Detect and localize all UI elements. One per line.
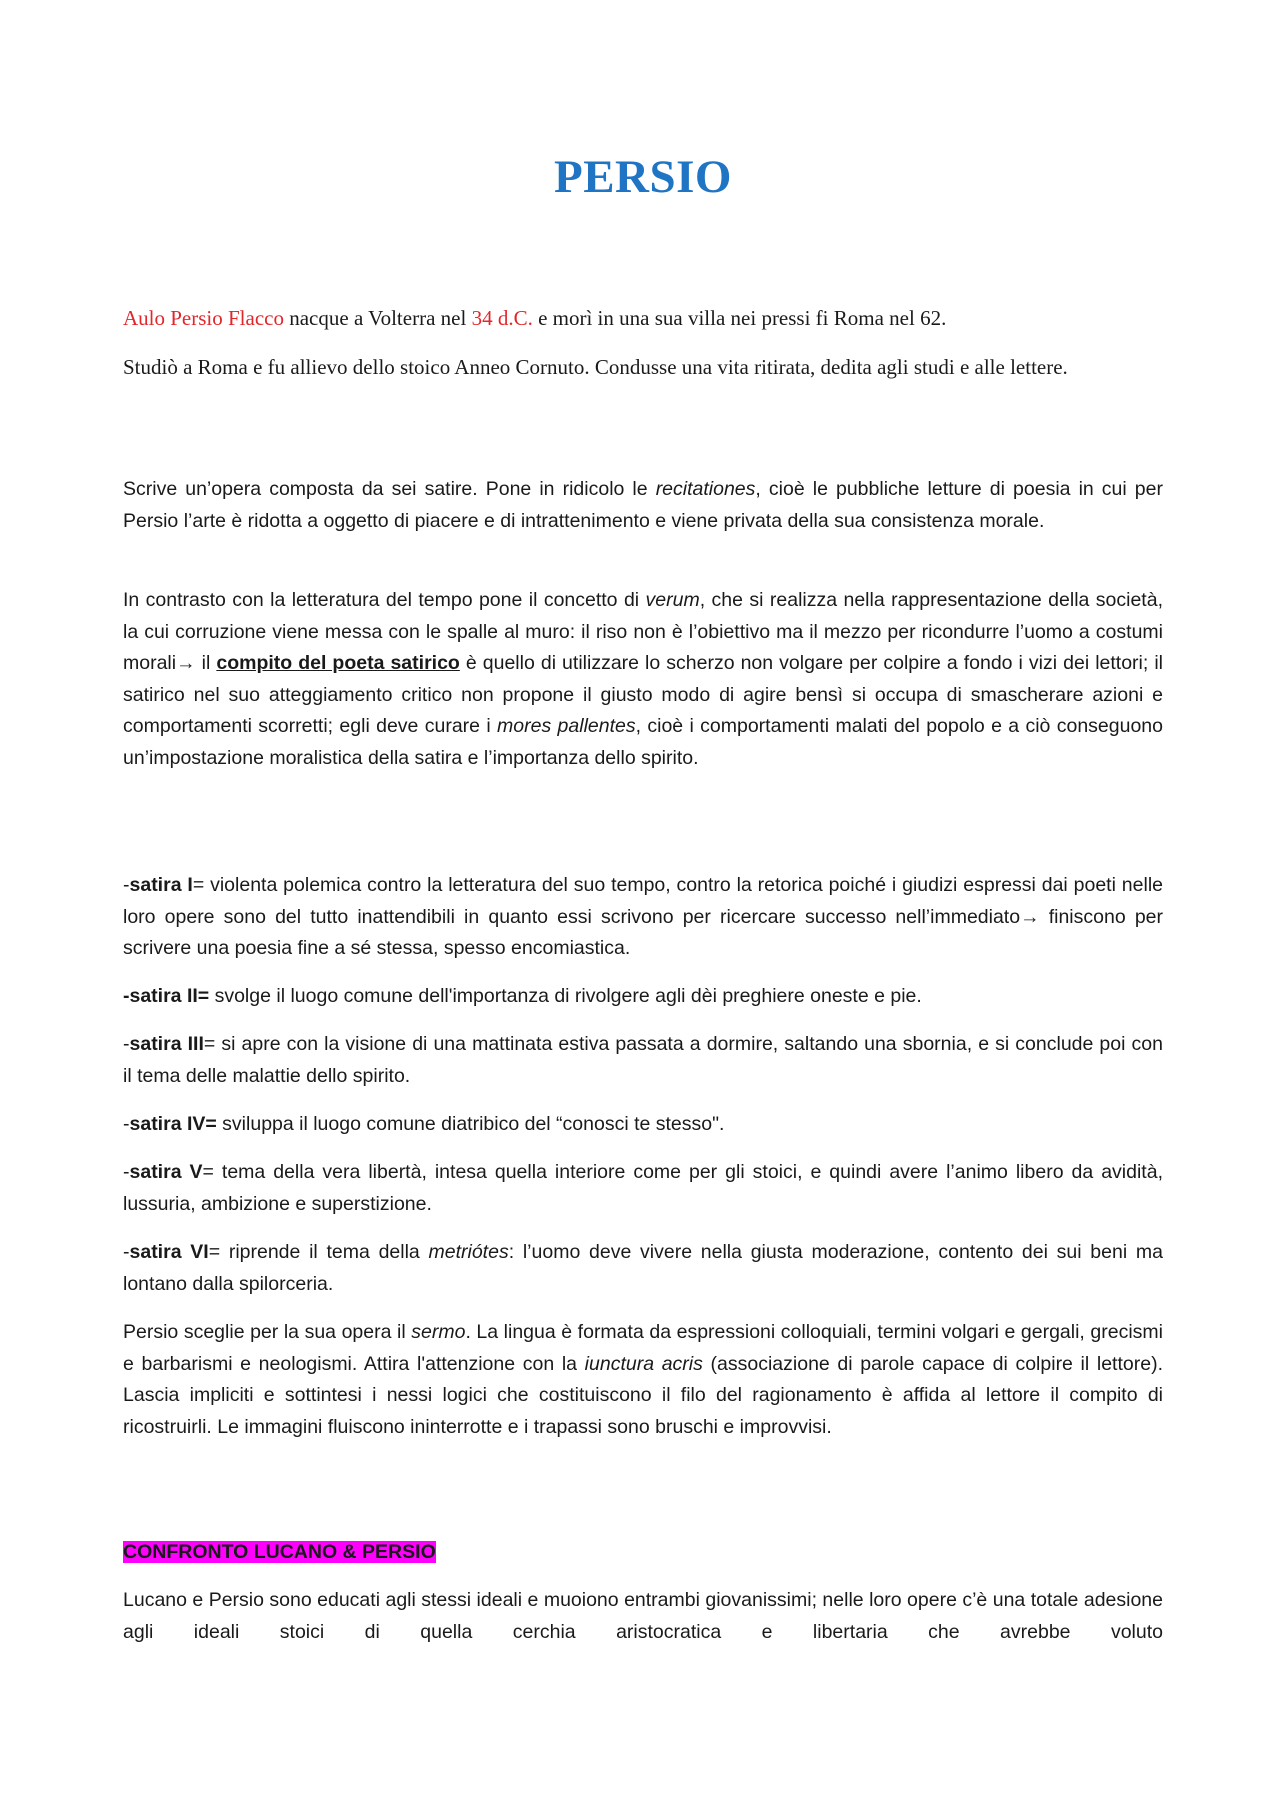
confronto-heading — [123, 1537, 1163, 1569]
satira-3: -satira III= si apre con la visione di una mattinata estiva passata a dormire, saltando una sbornia, e si conclude poi con il tema delle malattie dello spirito. — [123, 1033, 1163, 1087]
intro-paragraph-1: Aulo Persio Flacco nacque a Volterra nel 34 d.C. e morì in una sua villa nei pressi fi Roma nel 62. — [123, 306, 947, 330]
arrow-icon: → — [1020, 905, 1040, 928]
opera-paragraph-2: In contrasto con la letteratura del tempo pone il concetto di verum, che si realizza nella rappresentazione della società, la cui corruzione viene messa con le spalle al muro: il riso non è l’obiettivo ma il mezzo per ricondurre l’uomo a costumi morali→ il compito del poeta satirico è quello di utilizzare lo scherzo non volgare per colpire a fondo i vizi dei lettori; il satirico nel suo atteggiamento critico non propone il giusto modo di agire bensì si occupa di smascherare azioni e comportamenti scorretti; egli deve curare i mores pallentes, cioè i comportamenti malati del popolo e a ciò conseguono un’impostazione moralistica della satira e l’importanza dello spirito. — [123, 589, 1163, 769]
confronto-paragraph: Lucano e Persio sono educati agli stessi ideali e muoiono entrambi giovanissimi; nelle loro opere c’è una totale adesione agli ideali stoici di quella cerchia aristocratica e libertaria che avrebbe voluto — [123, 1589, 1163, 1643]
opera-paragraph-1: Scrive un’opera composta da sei satire. Pone in ridicolo le recitationes, cioè le pubbliche letture di poesia in cui per Persio l’arte è ridotta a oggetto di piacere e di intrattenimento e viene privata della sua consistenza morale. — [123, 478, 1163, 532]
birth-date: 34 d.C. — [471, 306, 533, 330]
stile-paragraph: Persio sceglie per la sua opera il sermo. La lingua è formata da espressioni colloquiali, termini volgari e gergali, grecismi e barbarismi e neologismi. Attira l'attenzione con la iunctura acris (associazione di parole capace di colpire il lettore). Lascia impliciti e sottintesi i nessi logici che costituiscono il filo del ragionamento è affida al lettore il compito di ricostruirli. Le immagini fluiscono ininterrotte e i trapassi sono bruschi e improvvisi. — [123, 1321, 1163, 1438]
satira-2: -satira II= svolge il luogo comune dell'importanza di rivolgere agli dèi preghiere oneste e pie. — [123, 985, 922, 1007]
satira-1: -satira I= violenta polemica contro la letteratura del suo tempo, contro la retorica poiché i giudizi espressi dai poeti nelle loro opere sono del tutto inattendibili in quanto essi scrivono per ricercare successo nell’immediato→ finiscono per scrivere una poesia fine a sé stessa, spesso encomiastica. — [123, 874, 1164, 959]
arrow-icon: → — [176, 652, 196, 674]
satira-5: -satira V= tema della vera libertà, intesa quella interiore come per gli stoici, e quindi avere l’animo libero da avidità, lussuria, ambizione e superstizione. — [123, 1161, 1163, 1215]
satira-6: -satira VI= riprende il tema della metriótes: l’uomo deve vivere nella giusta moderazione, contento dei sui beni ma lontano dalla spilorceria. — [123, 1241, 1163, 1295]
highlighted-heading: CONFRONTO LUCANO & PERSIO — [123, 1541, 436, 1563]
key-concept: compito del poeta satirico — [216, 652, 460, 674]
page-title: PERSIO — [554, 151, 732, 203]
author-name: Aulo Persio Flacco — [123, 306, 284, 330]
intro-paragraph-2: Studiò a Roma e fu allievo dello stoico Anneo Cornuto. Condusse una vita ritirata, dedita agli studi e alle lettere. — [123, 355, 1068, 379]
satira-4: -satira IV= sviluppa il luogo comune diatribico del “conosci te stesso". — [123, 1113, 725, 1135]
